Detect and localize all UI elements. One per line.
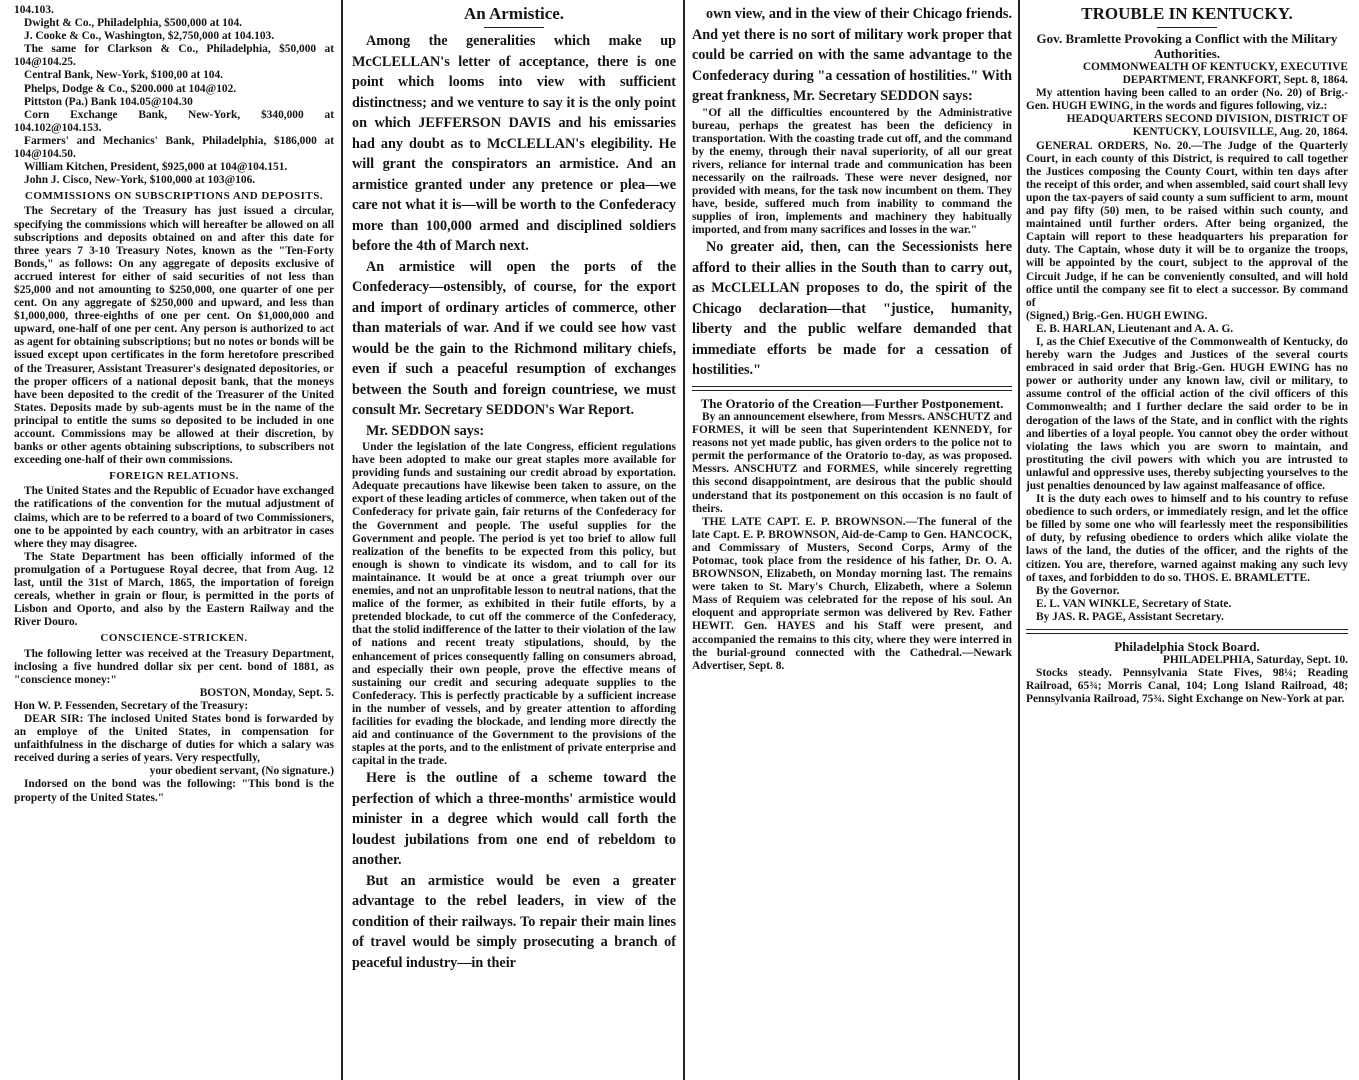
article-paragraph: Pittston (Pa.) Bank 104.05@104.30 bbox=[24, 95, 193, 108]
article-paragraph: John J. Cisco, New-York, $100,000 at 103@106. bbox=[24, 174, 256, 187]
article-heading: Gov. Bramlette Provoking a Conflict with the Military Authorities. bbox=[1036, 31, 1338, 61]
article-paragraph: By JAS. R. PAGE, Assistant Secretary. bbox=[1036, 610, 1224, 623]
article-paragraph: Farmers' and Mechanics' Bank, Philadelphia, $186,000 at 104@104.50. bbox=[14, 134, 334, 161]
article-paragraph: No greater aid, then, can the Secessionists here afford to their allies in the South than to carry out, as McCLELLAN proposes to do, the spirit of the Chicago declaration—that "justice, humanity, liberty and the public welfare demanded that immediate efforts be made for a cessation of hostilities." bbox=[692, 239, 1012, 379]
article-paragraph: By an announcement elsewhere, from Messrs. ANSCHUTZ and FORMES, it will be seen that Superintendent KENNEDY, for reasons not yet made public, has given orders to the police not to permit the performance of the Oratorio to-day, as was proposed. Messrs. ANSCHUTZ and FORMES, while sincerely regretting this second disappointment, are desirous that the public should understand that its postponement on this occasion is no fault of theirs. bbox=[692, 410, 1012, 515]
article-paragraph: HEADQUARTERS SECOND DIVISION, DISTRICT OF KENTUCKY, LOUISVILLE, Aug. 20, 1864. bbox=[1066, 113, 1348, 139]
section-divider bbox=[1026, 629, 1348, 634]
article-paragraph: own view, and in the view of their Chicago friends. And yet there is no sort of military work proper that could be carried on with the same advantage to the Confederacy during "a cessation of hostilities." With great frankness, Mr. Secretary SEDDON says: bbox=[692, 6, 1012, 104]
column-2-armistice-editorial bbox=[352, 4, 676, 1080]
article-paragraph: Here is the outline of a scheme toward the perfection of which a three-months' armistice would minister in a degree which would call forth the loudest jubilations from one end of rebeldom to another. bbox=[352, 770, 676, 869]
article-paragraph: E. B. HARLAN, Lieutenant and A. A. G. bbox=[1036, 322, 1234, 335]
article-paragraph: My attention having been called to an order (No. 20) of Brig.-Gen. HUGH EWING, in the words and figures following, viz.: bbox=[1026, 87, 1348, 113]
article-heading: The Oratorio of the Creation—Further Postponement. bbox=[700, 395, 1004, 411]
article-paragraph: It is the duty each owes to himself and to his country to refuse obedience to such orders, or immediately resign, and let the office be filled by some one who will fearlessly meet the responsibilities of duty, by refusing obedience to orders which alike violate the laws of the land, the duties of the officer, and the rights of the citizen. You are, therefore, warned against making any such levy of taxes, and forbidden to do so. THOS. E. BRAMLETTE. bbox=[1026, 493, 1348, 584]
article-paragraph: Stocks steady. Pennsylvania State Fives, 98¼; Reading Railroad, 65¾; Morris Canal, 104; Long Island Railroad, 48; Pennsylvania Railroad, 75¾. Sight Exchange on New-York at par. bbox=[1026, 667, 1348, 706]
article-paragraph: The Secretary of the Treasury has just issued a circular, specifying the commissions which will hereafter be allowed on all subscriptions and deposits obtained on and after this date for three years 7 3-10 Treasury Notes, known as the "Ten-Forty Bonds," as follows: On any aggregate of deposits exclusive of accrued interest for either of said securities of not less than $25,000 and not amounting to $250,000, one quarter of one per cent. On any aggregate of $250,000 and upward, and less than $1,000,000, three-eighths of one per cent. On $1,000,000 and upward, one-half of one per cent. Any person is authorized to act as agent for obtaining subscriptions; but no notes or bonds will be issued except upon certificates in the form heretofore prescribed of the Treasurer, Assistant Treasurer's designated depositories, or the proper officers of a national deposit bank, that the moneys have been deposited to the credit of the Treasurer of the United States. Deposits made by sub-agents must be in the name of the principal to entitle the sums so deposited to be included in one account. Commissions may be allowed at their discretion, by banks or other agents obtaining subscriptions, to subscribers not exceeding one-half of their own commissions. bbox=[14, 205, 334, 467]
heading-ornament bbox=[484, 27, 544, 28]
article-paragraph: (Signed,) Brig.-Gen. HUGH EWING. bbox=[1026, 309, 1208, 322]
heading-ornament bbox=[1157, 27, 1217, 28]
article-paragraph: DEAR SIR: The inclosed United States bond is forwarded by an employe of the United States, in compensation for unfaithfulness in the discharge of duties for which a salary was received during a series of years. Very respectfully, bbox=[14, 712, 334, 765]
section-divider bbox=[692, 386, 1012, 391]
article-paragraph: GENERAL ORDERS, No. 20.—The Judge of the Quarterly Court, in each county of this District, is required to call together the Justices composing the County Court, within ten days after the receipt of this order, and when assembled, said court shall levy upon the tax-payers of said county a sum sufficient to arm, mount and pay fifty (50) men, to be raised within such county, and maintained until further orders. After being organized, the Captain will report to these headquarters his preparation for duty. The Captain, whose duty it will be to organize the troops, will be appointed by the court, subject to the approval of the Circuit Judge, if he can be conveniently consulted, and will hold office until the company see fit to elect a successor. By command of bbox=[1026, 139, 1348, 309]
article-heading: Philadelphia Stock Board. bbox=[1114, 639, 1260, 655]
article-paragraph: By the Governor. bbox=[1036, 584, 1120, 597]
article-paragraph: PHILADELPHIA, Saturday, Sept. 10. bbox=[1162, 654, 1348, 667]
article-heading: An Armistice. bbox=[463, 4, 565, 23]
article-paragraph: Hon W. P. Fessenden, Secretary of the Treasury: bbox=[14, 699, 249, 712]
article-paragraph: Indorsed on the bond was the following: "This bond is the property of the United States." bbox=[14, 778, 334, 804]
column-rule bbox=[1018, 0, 1020, 1080]
column-1-treasury-news bbox=[14, 4, 334, 1080]
article-paragraph: The same for Clarkson & Co., Philadelphia, $50,000 at 104@104.25. bbox=[14, 43, 334, 69]
article-paragraph: E. L. VAN WINKLE, Secretary of State. bbox=[1036, 597, 1232, 610]
article-paragraph: Dwight & Co., Philadelphia, $500,000 at 104. bbox=[24, 17, 243, 30]
article-heading: FOREIGN RELATIONS. bbox=[109, 470, 239, 483]
article-paragraph: Corn Exchange Bank, New-York, $340,000 at 104.102@104.153. bbox=[14, 108, 334, 134]
article-paragraph: Phelps, Dodge & Co., $200.000 at 104@102. bbox=[24, 82, 237, 95]
article-paragraph: The United States and the Republic of Ecuador have exchanged the ratifications of the convention for the mutual adjustment of claims, which are to be referred to a board of two Commissioners, one to be appointed by each country, with an arbitrator in cases where they may disagree. bbox=[14, 485, 334, 550]
article-paragraph: But an armistice would be even a greater advantage to the rebel leaders, in view of the condition of their railways. To repair their main lines of travel would be simply prosecuting a branch of peaceful industry—in their bbox=[352, 872, 676, 971]
article-paragraph: BOSTON, Monday, Sept. 5. bbox=[199, 686, 334, 699]
column-3-editorial-and-notices bbox=[692, 4, 1012, 1080]
column-rule bbox=[341, 0, 343, 1080]
column-4-kentucky-and-stocks bbox=[1026, 4, 1348, 1080]
article-paragraph: THE LATE CAPT. E. P. BROWNSON.—The funeral of the late Capt. E. P. BROWNSON, Aid-de-Camp to Gen. HANCOCK, and Commissary of Musters, Second Corps, Army of the Potomac, took place from the residence of his father, Dr. O. A. BROWNSON, Elizabeth, on Monday morning last. The remains were taken to St. Mary's Church, Elizabeth, where a Solemn Mass of Requiem was celebrated for the repose of his soul. An eloquent and appropriate sermon was delivered by Rev. Father HEWIT. Gen. HAYES and his Staff were present, and accompanied the remains to this city, where they were interred in the burial-ground connected with the Cathedral.—Newark Advertiser, Sept. 8. bbox=[692, 515, 1012, 672]
article-paragraph: Among the generalities which make up McCLELLAN's letter of acceptance, there is one point which looms into view with sufficient distinctness; and we venture to say it is the only point on which JEFFERSON DAVIS and his emissaries had any doubt as to McCLELLAN's elegibility. He will grant the conspirators an armistice. And an armistice granted under any pretence or plea—we care not what it is—will be worth to the Confederacy more than 100,000 armed and disciplined soldiers before the 4th of March next. bbox=[352, 33, 676, 254]
article-paragraph: J. Cooke & Co., Washington, $2,750,000 at 104.103. bbox=[24, 30, 275, 43]
article-paragraph: An armistice will open the ports of the Confederacy—ostensibly, of course, for the export and import of ordinary articles of commerce, other than materials of war. And if we could see how vast would be the gain to the Richmond military chiefs, even if such a peaceful resumption of exchanges between the South and foreign countriese, we must consult Mr. Secretary SEDDON's War Report. bbox=[352, 258, 676, 418]
article-paragraph: COMMONWEALTH OF KENTUCKY, EXECUTIVE DEPARTMENT, FRANKFORT, Sept. 8, 1864. bbox=[1082, 61, 1348, 87]
article-paragraph: 104.103. bbox=[14, 4, 54, 16]
article-paragraph: I, as the Chief Executive of the Commonwealth of Kentucky, do hereby warn the Judges and Justices of the several courts embraced in said order that Brig.-Gen. HUGH EWING has no power or authority under any known law, civil or military, to assume control of the official action of the civil officers of this Commonwealth; and I further declare the said order to be in derogation of the laws of the State, and in conflict with the rights and liberties of a loyal people. You cannot obey the order without violating the laws which you are sworn to maintain, and prostituting the civil powers with which you are intrusted to unlawful and oppressive uses, thereby subjecting yourselves to the just penalties denounced by law against malfeasance of office. bbox=[1026, 335, 1348, 492]
article-paragraph: your obedient servant, (No signature.) bbox=[149, 765, 334, 778]
article-paragraph: Mr. SEDDON says: bbox=[366, 422, 485, 439]
article-paragraph: Central Bank, New-York, $100,00 at 104. bbox=[24, 69, 224, 82]
article-paragraph: Under the legislation of the late Congress, efficient regulations have been adopted to make our great staples more available for providing funds and sustaining our credit abroad by exportation. Adequate precautions have likewise been taken to assure, on the export of these leading articles of commerce, when taken out of the Confederacy for private gain, fair returns of the Confederacy for the Government and people. The useful supplies for the Government and people. The period is yet too brief to allow full realization of the benefits to be expected from this policy, but enough is shown to vindicate its wisdom, and to call for its maintainance. It would be at once a great triumph over our enemies, and not an unprofitable lesson to neutral nations, that the malice of the former, as exhibited in their futile efforts, by a pretended blockade, to cut off the commerce of the Confederacy, that the stolid indifference of the latter to their violation of the law of nations and recent treaty stipulations, should, by the enhancement of prices consequently falling on consumers abroad, and especially their own people, prove the effective means of sustaining our credit and securing adequate supplies to the Confederacy. This is perfectly practicable by a sufficient increase in the number of vessels, and by greater attention to affording facilities for evading the blockade, and lending more directly the aid and continuance of the Government to the provisions of the staples at the ports, and to the enlistment of private enterprise and capital in the trade. bbox=[352, 441, 676, 768]
article-paragraph: The State Department has been officially informed of the promulgation of a Portuguese Royal decree, that from Aug. 12 last, until the 31st of March, 1865, the importation of foreign cereals, whether in grain or flour, is permitted in the ports of Lisbon and Oporto, and also by the Eastern Railway and the River Douro. bbox=[14, 550, 334, 629]
column-rule bbox=[683, 0, 685, 1080]
article-heading: TROUBLE IN KENTUCKY. bbox=[1081, 4, 1293, 23]
article-paragraph: "Of all the difficulties encountered by the Administrative bureau, perhaps the greatest has been the deficiency in transportation. With the coasting trade cut off, and the command by the enemy, through their naval superiority, of all our great rivers, reliance for internal trade and communication has been necessarily on the railroads. These were never designed, nor provided with means, for the task now incumbent on them. They have, beside, suffered much from inability to command the supplies of iron, implements and machinery they habitually imported, and from many sacrifices and losses in the war." bbox=[692, 106, 1012, 237]
article-paragraph: William Kitchen, President, $925,000 at 104@104.151. bbox=[24, 161, 288, 174]
article-heading: COMMISSIONS ON SUBSCRIPTIONS AND DEPOSITS. bbox=[24, 190, 324, 203]
article-heading: CONSCIENCE-STRICKEN. bbox=[100, 632, 248, 645]
article-paragraph: The following letter was received at the Treasury Department, inclosing a five hundred dollar six per cent. bond of 1881, as "conscience money:" bbox=[14, 647, 334, 686]
